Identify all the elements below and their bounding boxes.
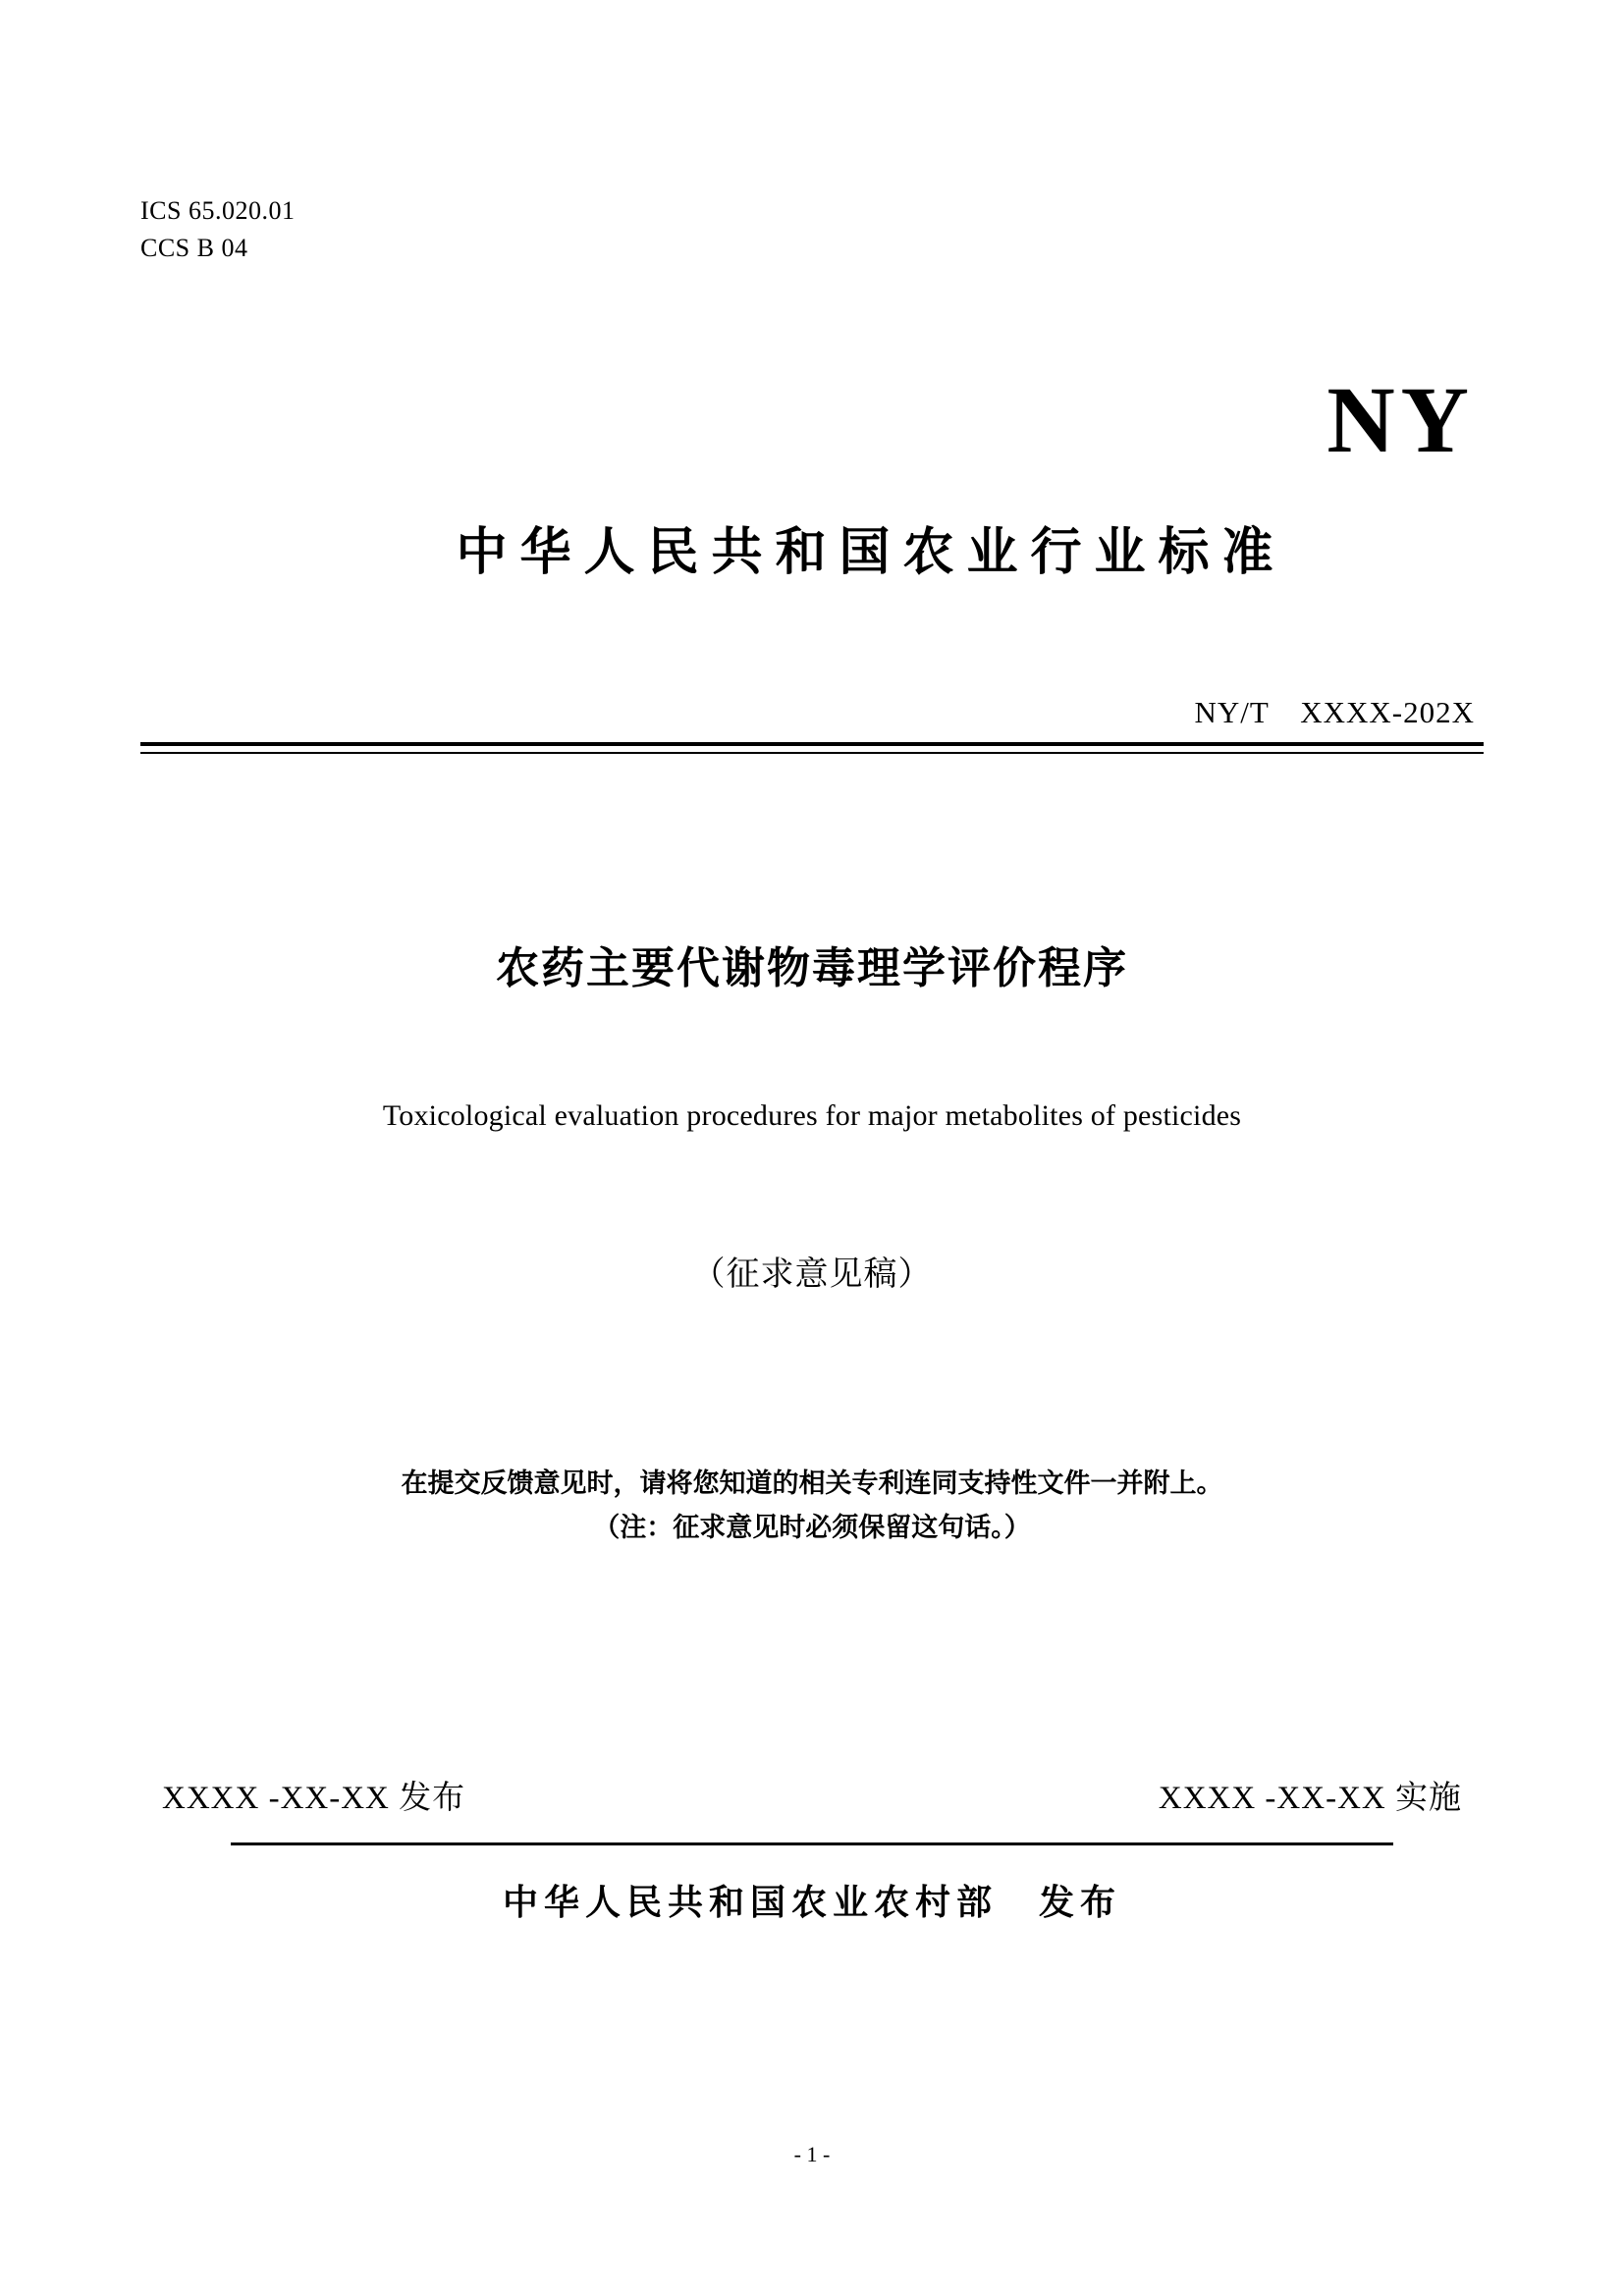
organization-title: 中华人民共和国农业行业标准 — [456, 523, 1286, 582]
page-title-english: Toxicological evaluation procedures for major metabolites of pesticides — [382, 1099, 1242, 1132]
issuing-authority: 中华人民共和国农业农村部 发布 — [502, 1883, 1121, 1923]
header-rule-thick — [140, 742, 1484, 746]
ccs-code: CCS B 04 — [140, 233, 248, 262]
implement-date: XXXX -XX-XX 实施 — [1158, 1781, 1462, 1816]
date-row — [162, 1772, 1462, 1818]
patent-notice-line-1: 在提交反馈意见时，请将您知道的相关专利连同支持性文件一并附上。 — [401, 1468, 1223, 1499]
page-title: 农药主要代谢物毒理学评价程序 — [496, 943, 1128, 993]
patent-notice-line-2: （注：征求意见时必须保留这句话。） — [593, 1512, 1031, 1543]
issuer-rule — [231, 1842, 1393, 1845]
draft-stage-label: （征求意见稿） — [691, 1255, 933, 1294]
classification-codes — [140, 192, 295, 266]
header-rule-thin — [140, 752, 1484, 754]
page-number: - 1 - — [793, 2142, 831, 2166]
publish-date: XXXX -XX-XX 发布 — [162, 1781, 466, 1816]
patent-notice — [0, 1463, 1624, 1550]
standard-number: NY/T XXXX-202X — [1194, 695, 1475, 729]
standard-mark: NY — [1326, 367, 1475, 472]
ics-code: ICS 65.020.01 — [140, 196, 296, 225]
